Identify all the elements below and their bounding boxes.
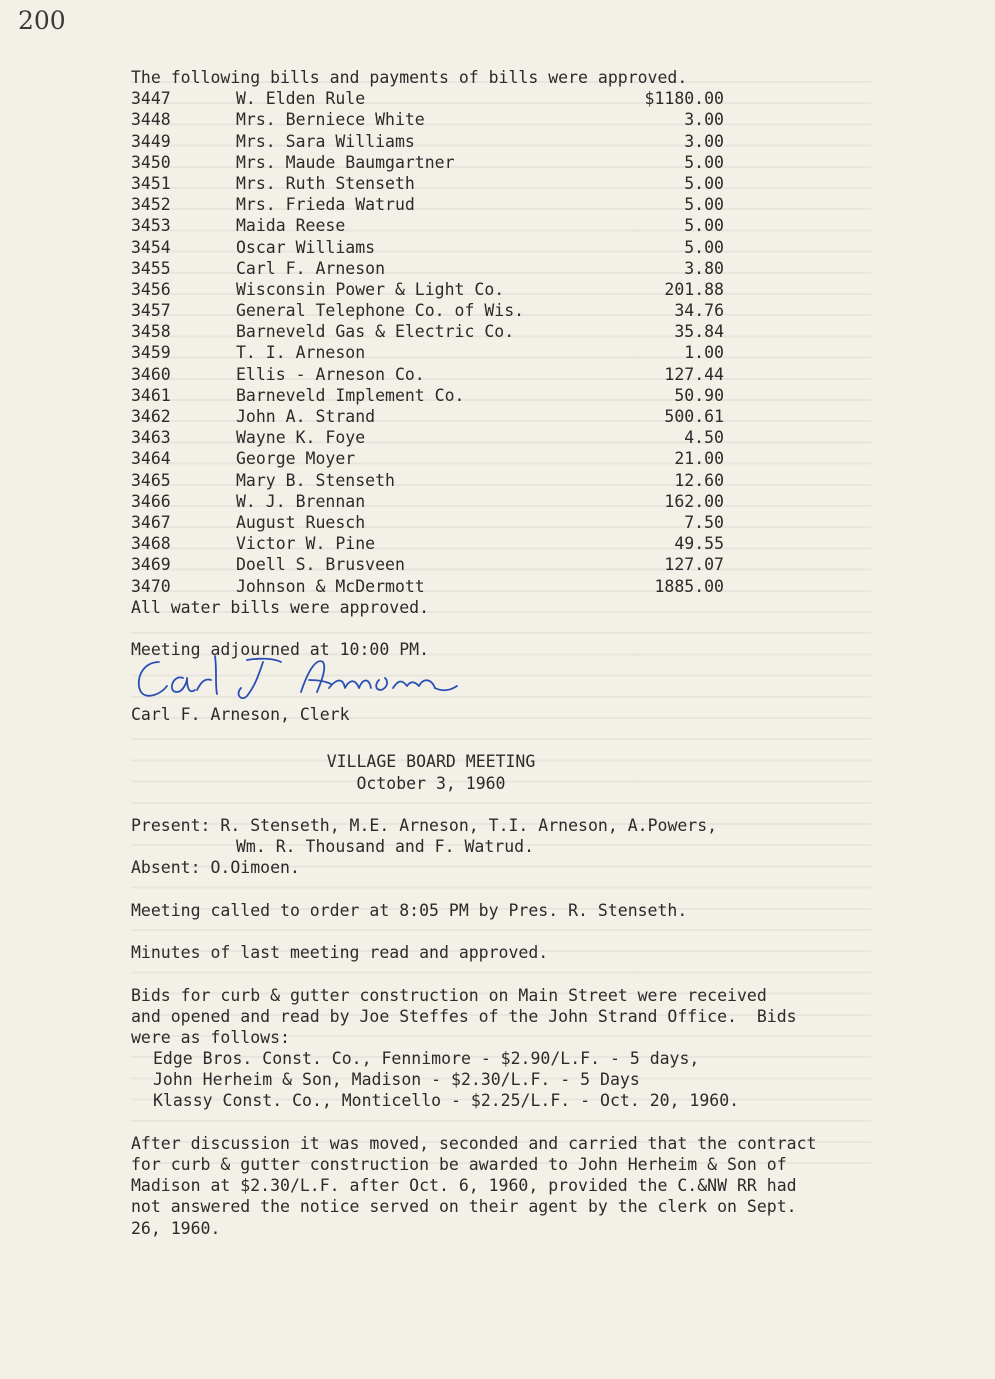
- bill-row: [131, 258, 871, 279]
- bill-amount: 35.84: [674, 322, 724, 342]
- water-bills-line: All water bills were approved.: [131, 597, 430, 617]
- bill-payee: Johnson & McDermott: [236, 576, 425, 596]
- bill-amount: 1.00: [684, 343, 724, 363]
- bill-number: 3465: [131, 470, 171, 490]
- bill-payee: Ellis - Arneson Co.: [236, 364, 425, 384]
- bill-amount: 5.00: [684, 216, 724, 236]
- bids-text-line: Bids for curb & gutter construction on Main Street were received: [131, 985, 767, 1005]
- bill-payee: General Telephone Co. of Wis.: [236, 301, 525, 321]
- bill-payee: John A. Strand: [236, 407, 376, 426]
- bill-number: 3461: [131, 385, 171, 405]
- bill-amount: 500.61: [664, 407, 724, 426]
- bill-row: [131, 279, 871, 300]
- bill-payee: Mrs. Ruth Stenseth: [236, 173, 415, 193]
- bill-amount: $1180.00: [644, 89, 724, 109]
- bills-intro: The following bills and payments of bills were approved.: [131, 68, 688, 87]
- absent-label: Absent:: [131, 858, 201, 878]
- bill-amount: 50.90: [674, 385, 724, 405]
- bill-number: 3459: [131, 343, 171, 363]
- bill-payee: Mrs. Sara Williams: [236, 131, 415, 151]
- bill-amount: 3.00: [684, 131, 724, 151]
- bill-amount: 201.88: [664, 279, 724, 299]
- bill-number: 3470: [131, 576, 171, 596]
- bill-row: [131, 109, 871, 130]
- clerk-signature: [131, 660, 871, 704]
- bill-number: 3466: [131, 491, 171, 511]
- bill-payee: Wisconsin Power & Light Co.: [236, 279, 505, 299]
- discussion-text-line: After discussion it was moved, seconded and carried that the contract: [131, 1133, 817, 1153]
- bill-row: [131, 427, 871, 448]
- bill-number: 3453: [131, 216, 171, 236]
- bill-number: 3454: [131, 237, 171, 257]
- bill-payee: George Moyer: [236, 449, 356, 469]
- bill-amount: 21.00: [674, 449, 724, 469]
- bill-payee: Barneveld Implement Co.: [236, 385, 465, 405]
- present-label: Present:: [131, 816, 211, 835]
- bill-number: 3447: [131, 89, 171, 109]
- bill-amount: 3.00: [684, 110, 724, 130]
- bill-row: [131, 512, 871, 533]
- bill-row: [131, 321, 871, 342]
- bill-number: 3451: [131, 173, 171, 193]
- bid-entry: Edge Bros. Const. Co., Fennimore - $2.90/L.F. - 5 days,: [153, 1049, 700, 1069]
- bill-payee: Wayne K. Foye: [236, 428, 366, 448]
- bill-row: [131, 554, 871, 575]
- bill-row: [131, 173, 871, 194]
- bill-number: 3468: [131, 534, 171, 554]
- adjourned-line: Meeting adjourned at 10:00 PM.: [131, 640, 430, 660]
- absent-names: O.Oimoen.: [210, 858, 300, 878]
- bills-list: [131, 88, 871, 597]
- bill-payee: Maida Reese: [236, 216, 346, 236]
- bill-row: [131, 470, 871, 491]
- bill-payee: Carl F. Arneson: [236, 258, 386, 278]
- bill-amount: 5.00: [684, 152, 724, 172]
- bill-payee: T. I. Arneson: [236, 343, 366, 363]
- bill-amount: 127.07: [664, 555, 724, 575]
- bids-list: [131, 1048, 871, 1112]
- bids-text-line: were as follows:: [131, 1027, 290, 1047]
- bill-number: 3457: [131, 301, 171, 321]
- discussion-paragraph: [131, 1133, 871, 1239]
- bids-text-line: and opened and read by Joe Steffes of the John Strand Office. Bids: [131, 1006, 797, 1026]
- bill-amount: 49.55: [674, 534, 724, 554]
- bill-row: [131, 88, 871, 109]
- meeting-date: October 3, 1960: [356, 773, 506, 793]
- bill-row: [131, 576, 871, 597]
- bill-payee: Mary B. Stenseth: [236, 470, 395, 490]
- bill-amount: 5.00: [684, 195, 724, 215]
- bill-payee: Mrs. Berniece White: [236, 110, 425, 130]
- bill-number: 3467: [131, 512, 171, 532]
- present-row: [131, 815, 871, 836]
- bid-entry: John Herheim & Son, Madison - $2.30/L.F. - 5 Days: [153, 1070, 640, 1090]
- bill-amount: 1885.00: [654, 576, 724, 596]
- bill-number: 3458: [131, 322, 171, 342]
- discussion-text-line: not answered the notice served on their agent by the clerk on Sept.: [131, 1197, 797, 1217]
- bill-number: 3462: [131, 407, 171, 426]
- bill-number: 3455: [131, 258, 171, 278]
- bill-payee: Oscar Williams: [236, 237, 376, 257]
- bill-amount: 5.00: [684, 237, 724, 257]
- bill-row: [131, 364, 871, 385]
- bill-payee: W. J. Brennan: [236, 491, 366, 511]
- bill-payee: Barneveld Gas & Electric Co.: [236, 322, 515, 342]
- bill-row: [131, 215, 871, 236]
- bill-number: 3464: [131, 449, 171, 469]
- called-to-order: Meeting called to order at 8:05 PM by Pres. R. Stenseth.: [131, 900, 688, 920]
- discussion-text-line: Madison at $2.30/L.F. after Oct. 6, 1960, provided the C.&NW RR had: [131, 1176, 797, 1196]
- bill-amount: 4.50: [684, 428, 724, 448]
- bill-row: [131, 385, 871, 406]
- bid-entry: Klassy Const. Co., Monticello - $2.25/L.F. - Oct. 20, 1960.: [153, 1091, 740, 1111]
- bill-amount: 5.00: [684, 173, 724, 193]
- bill-amount: 7.50: [684, 512, 724, 532]
- present-names-line2: Wm. R. Thousand and F. Watrud.: [236, 837, 535, 857]
- page-number: 200: [18, 6, 66, 35]
- absent-row: [131, 857, 871, 878]
- meeting-title: VILLAGE BOARD MEETING: [326, 752, 536, 772]
- bill-row: [131, 342, 871, 363]
- bill-amount: 127.44: [664, 364, 724, 384]
- bill-amount: 3.80: [684, 258, 724, 278]
- bill-row: [131, 152, 871, 173]
- bill-row: [131, 448, 871, 469]
- bill-number: 3448: [131, 110, 171, 130]
- minutes-document: [131, 67, 871, 1239]
- bill-payee: Victor W. Pine: [236, 534, 376, 554]
- bill-payee: W. Elden Rule: [236, 89, 366, 109]
- bill-payee: Mrs. Maude Baumgartner: [236, 152, 455, 172]
- bill-number: 3463: [131, 428, 171, 448]
- bill-row: [131, 237, 871, 258]
- bill-number: 3452: [131, 195, 171, 215]
- bill-payee: Doell S. Brusveen: [236, 555, 405, 575]
- bill-payee: Mrs. Frieda Watrud: [236, 195, 415, 215]
- bill-number: 3469: [131, 555, 171, 575]
- bill-row: [131, 491, 871, 512]
- present-names-line1: R. Stenseth, M.E. Arneson, T.I. Arneson, A.Powers,: [220, 816, 718, 835]
- bill-row: [131, 406, 871, 427]
- bill-number: 3456: [131, 279, 171, 299]
- bill-amount: 162.00: [664, 491, 724, 511]
- minutes-approved: Minutes of last meeting read and approved.: [131, 943, 549, 963]
- bill-payee: August Ruesch: [236, 512, 366, 532]
- discussion-text-line: for curb & gutter construction be awarded to John Herheim & Son of: [131, 1155, 787, 1174]
- bids-paragraph: [131, 985, 871, 1049]
- bill-amount: 34.76: [674, 301, 724, 321]
- bill-row: [131, 300, 871, 321]
- bill-number: 3450: [131, 152, 171, 172]
- bill-row: [131, 533, 871, 554]
- bill-amount: 12.60: [674, 470, 724, 490]
- discussion-text-line: 26, 1960.: [131, 1218, 221, 1238]
- bill-row: [131, 194, 871, 215]
- clerk-line: Carl F. Arneson, Clerk: [131, 705, 350, 725]
- bill-number: 3449: [131, 131, 171, 151]
- bill-number: 3460: [131, 364, 171, 384]
- signature-image: [131, 648, 461, 704]
- bill-row: [131, 131, 871, 152]
